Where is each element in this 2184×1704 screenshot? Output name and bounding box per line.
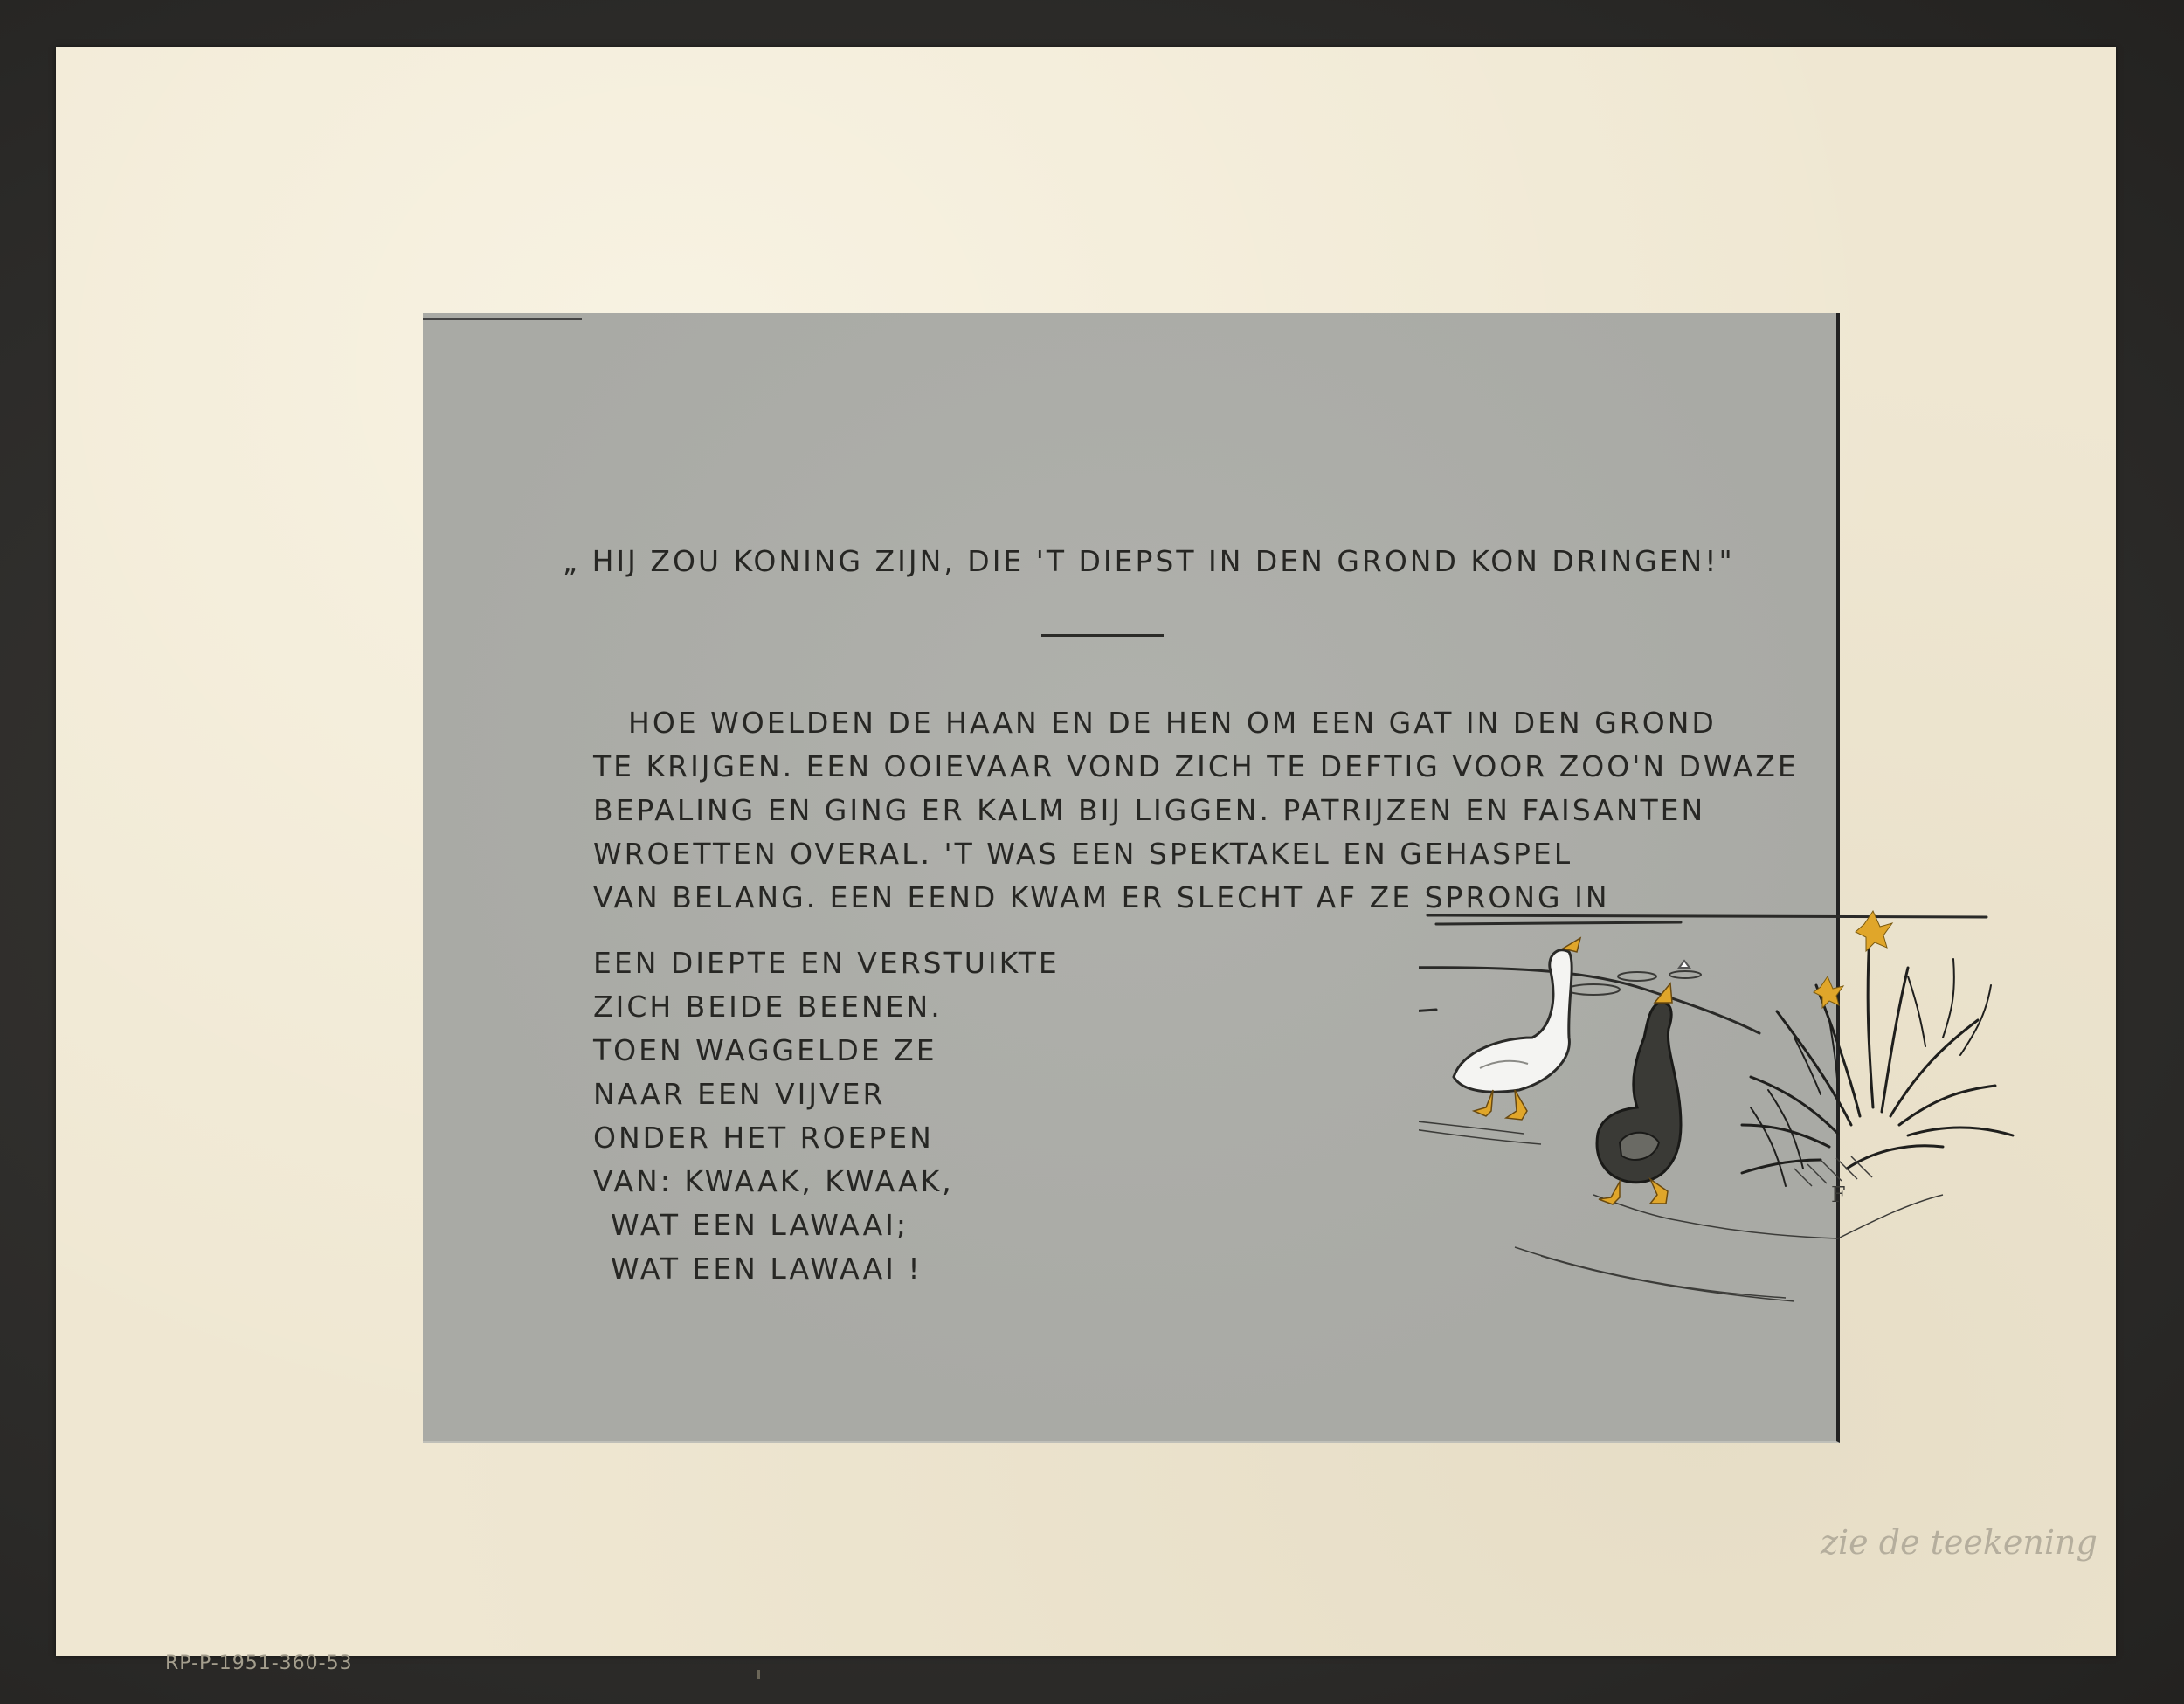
text-block-bottom: [593, 942, 1060, 1291]
ducks-by-pond-illustration: [1419, 907, 2048, 1396]
white-goose: [1454, 938, 1580, 1120]
text-line: TOEN WAGGELDE ZE: [593, 1033, 937, 1067]
text-line: ZICH BEIDE BEENEN.: [593, 990, 943, 1024]
text-line: WROETTEN OVERAL. 'T WAS EEN SPEKTAKEL EN GEHASPEL: [593, 837, 1573, 871]
text-line: HOE WOELDEN DE HAAN EN DE HEN OM EEN GAT IN DEN GROND: [628, 706, 1717, 740]
text-line: NAAR EEN VIJVER: [593, 1077, 886, 1111]
text-line: BEPALING EN GING ER KALM BIJ LIGGEN. PATRIJZEN EN FAISANTEN: [593, 793, 1706, 827]
title-divider: [1041, 634, 1164, 637]
artist-monogram: F: [1831, 1183, 1846, 1207]
text-line: VAN: KWAAK, KWAAK,: [593, 1164, 954, 1198]
dark-duck: [1597, 983, 1681, 1204]
plate-title: „ HIJ ZOU KONING ZIJN, DIE 'T DIEPST IN DEN GROND KON DRINGEN!": [563, 544, 1735, 578]
text-line: TE KRIJGEN. EEN OOIEVAAR VOND ZICH TE DEFTIG VOOR ZOO'N DWAZE: [593, 749, 1799, 783]
pond-bank-lines: [1419, 915, 1987, 1033]
text-line: ONDER HET ROEPEN: [593, 1121, 934, 1155]
text-line: WAT EEN LAWAAI !: [611, 1252, 923, 1286]
text-line: WAT EEN LAWAAI;: [611, 1208, 909, 1242]
pencil-annotation: zie de teekening: [1821, 1523, 2098, 1562]
water-lily-pads: [1567, 961, 1701, 995]
yellow-iris-flowers: [1814, 911, 1892, 1008]
text-line: VAN BELANG. EEN EEND KWAM ER SLECHT AF ZE SPRONG IN: [593, 880, 1610, 914]
reeds-and-grass: [1742, 933, 2013, 1186]
grey-print-plate: [423, 313, 1846, 1443]
plate-corner-mark: [423, 318, 582, 320]
accession-number: RP-P-1951-360-53: [165, 1652, 353, 1674]
text-block-top: [593, 701, 1799, 920]
pencil-tick-mark: [757, 1670, 760, 1679]
text-line: EEN DIEPTE EN VERSTUIKTE: [593, 946, 1060, 980]
ground-hatching: [1419, 1116, 1943, 1301]
paper-mount: [56, 47, 2116, 1674]
